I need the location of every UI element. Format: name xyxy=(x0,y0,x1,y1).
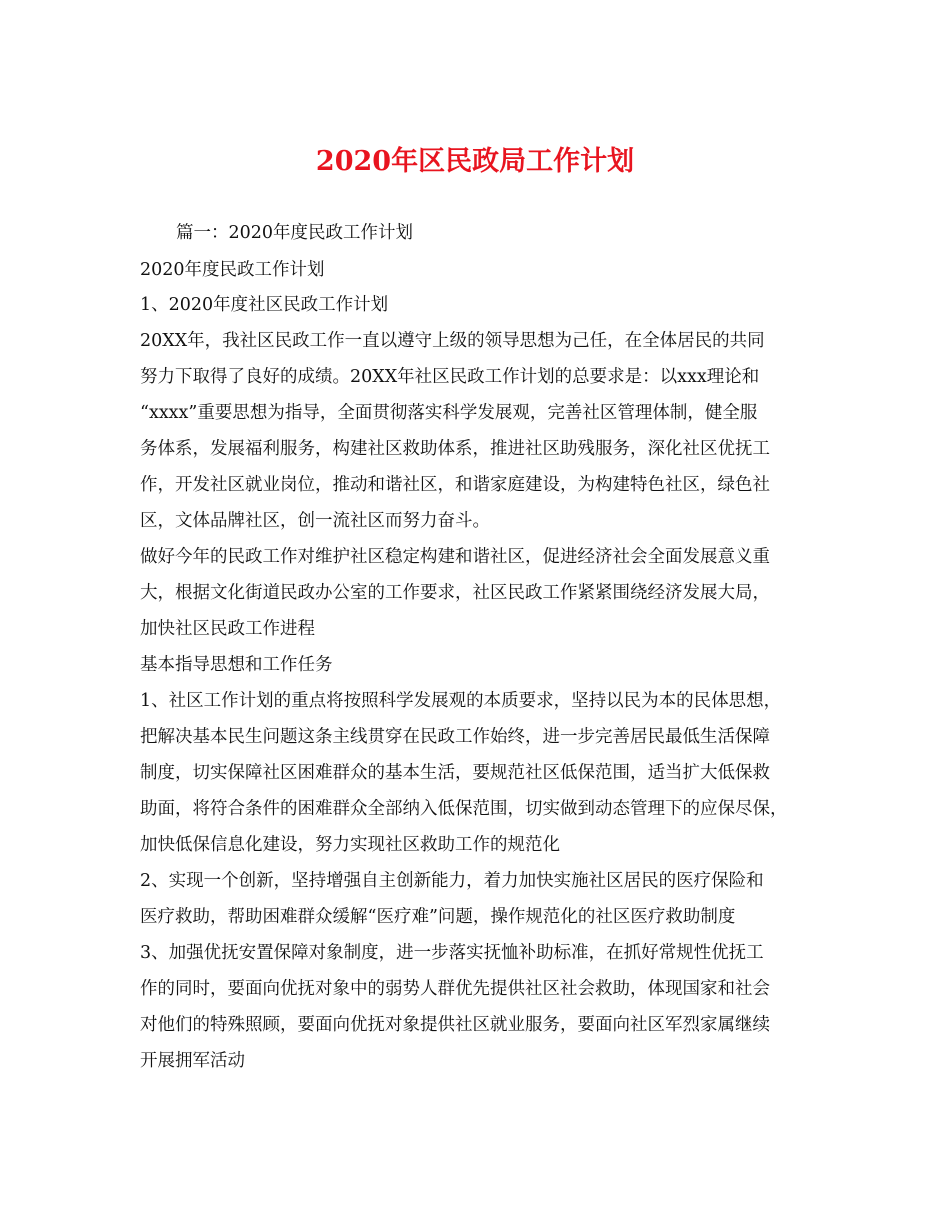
text-line: 区，文体品牌社区，创一流社区而努力奋斗。 xyxy=(140,511,490,531)
text-line: 3、加强优抚安置保障对象制度，进一步落实抚恤补助标准，在抓好常规性优抚工 xyxy=(140,943,764,963)
text-line: 做好今年的民政工作对维护社区稳定构建和谐社区，促进经济社会全面发展意义重 xyxy=(140,547,770,567)
text-line: 篇一：2020年度民政工作计划 xyxy=(176,223,414,243)
text-line: 努力下取得了良好的成绩。20XX年社区民政工作计划的总要求是：以xxx理论和 xyxy=(140,367,760,387)
text-line: 把解决基本民生问题这条主线贯穿在民政工作始终，进一步完善居民最低生活保障 xyxy=(140,727,770,747)
text-line: 基本指导思想和工作任务 xyxy=(140,655,333,675)
text-line: 助面，将符合条件的困难群众全部纳入低保范围，切实做到动态管理下的应保尽保， xyxy=(140,799,788,819)
text-line: 作，开发社区就业岗位，推动和谐社区，和谐家庭建设，为构建特色社区，绿色社 xyxy=(140,475,770,495)
text-line: 2、实现一个创新，坚持增强自主创新能力，着力加快实施社区居民的医疗保险和 xyxy=(140,871,764,891)
text-line: 大，根据文化街道民政办公室的工作要求，社区民政工作紧紧围绕经济发展大局， xyxy=(140,583,770,603)
text-line: 对他们的特殊照顾，要面向优抚对象提供社区就业服务，要面向社区军烈家属继续 xyxy=(140,1015,770,1035)
text-line: 务体系，发展福利服务，构建社区救助体系，推进社区助残服务，深化社区优抚工 xyxy=(140,439,770,459)
text-line: 开展拥军活动 xyxy=(140,1051,245,1071)
text-line: 1、社区工作计划的重点将按照科学发展观的本质要求，坚持以民为本的民体思想， xyxy=(140,691,782,711)
text-line: 1、2020年度社区民政工作计划 xyxy=(140,295,389,315)
text-line: 加快低保信息化建设，努力实现社区救助工作的规范化 xyxy=(140,835,560,855)
text-line: “xxxx”重要思想为指导，全面贯彻落实科学发展观，完善社区管理体制，健全服 xyxy=(140,403,758,423)
text-line: 20XX年，我社区民政工作一直以遵守上级的领导思想为己任，在全体居民的共同 xyxy=(140,331,765,351)
document-title: 2020年区民政局工作计划 xyxy=(315,146,635,177)
text-line: 作的同时，要面向优抚对象中的弱势人群优先提供社区社会救助，体现国家和社会 xyxy=(140,979,770,999)
text-line: 加快社区民政工作进程 xyxy=(140,619,315,639)
text-line: 2020年度民政工作计划 xyxy=(140,260,325,280)
text-line: 制度，切实保障社区困难群众的基本生活，要规范社区低保范围，适当扩大低保救 xyxy=(140,763,770,783)
text-line: 医疗救助，帮助困难群众缓解“医疗难”问题，操作规范化的社区医疗救助制度 xyxy=(140,907,736,927)
